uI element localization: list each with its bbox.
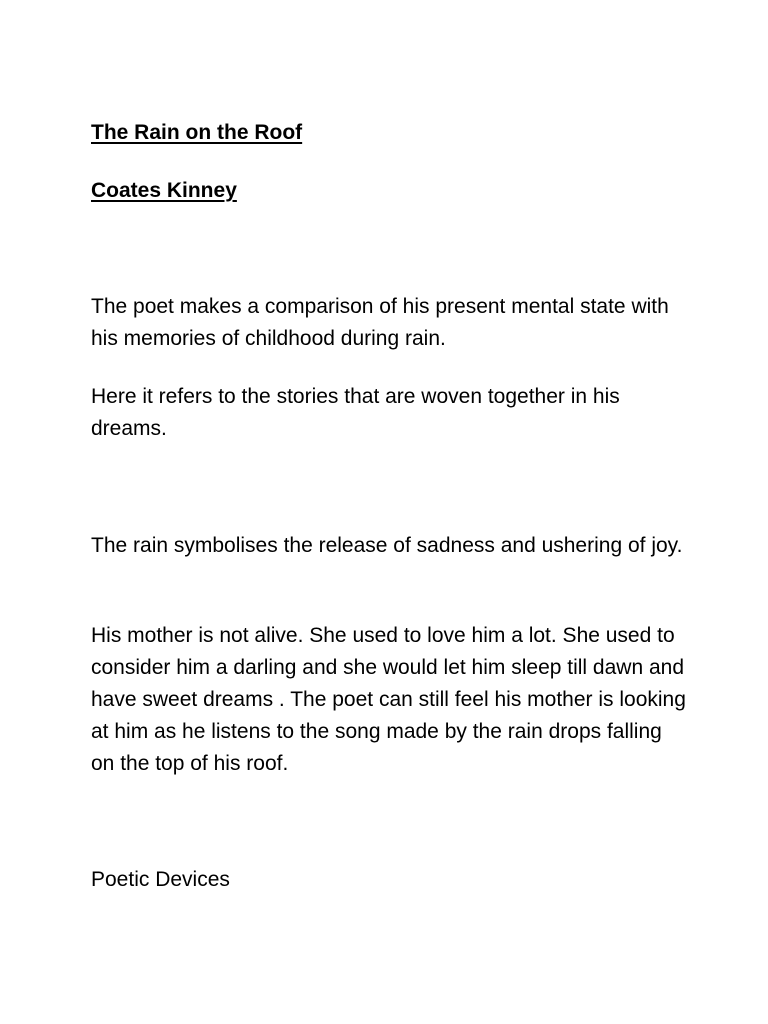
poem-title: The Rain on the Roof: [91, 121, 303, 144]
paragraph-rain-symbolism: The rain symbolises the release of sadness and ushering of joy.: [91, 534, 683, 557]
section-heading-poetic-devices: Poetic Devices: [91, 868, 230, 891]
paragraph-stories-dreams: Here it refers to the stories that are woven together in his dreams.: [91, 385, 620, 440]
poem-author: Coates Kinney: [91, 179, 237, 202]
paragraph-mother: His mother is not alive. She used to love him a lot. She used to consider him a darling and she would let him sleep till dawn and have sweet dreams . The poet can still feel his mother is looking at him as he listens to the song made by the rain drops falling on the top of his roof.: [91, 624, 686, 775]
paragraph-mental-state: The poet makes a comparison of his present mental state with his memories of childhood during rain.: [91, 295, 669, 350]
